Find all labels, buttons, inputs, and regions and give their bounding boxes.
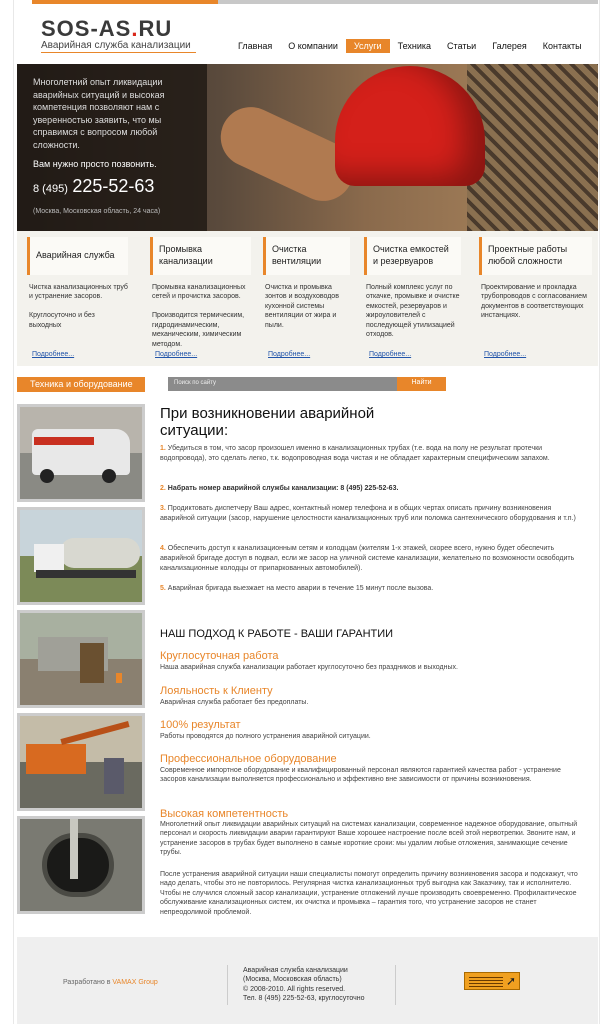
hero-phone [33,176,154,197]
step-number: 1. [160,445,166,452]
service-more-link[interactable]: Подробнее... [268,351,311,358]
service-more-link[interactable]: Подробнее... [155,351,198,358]
service-title[interactable]: Аварийная служба [27,237,128,275]
hero-phone-number: 225-52-63 [72,176,155,196]
footer-company: Аварийная служба канализации [243,967,348,974]
logo-dot: . [131,16,139,41]
manhole-shape [42,833,114,897]
logo-left: SOS-AS [41,16,132,41]
footer-phone: Тел. 8 (495) 225-52-63, круглосуточно [243,995,365,1003]
step-text: Набрать номер аварийной службы канализации: 8 (495) 225-52-63. [167,485,399,492]
hero-phone-code: 8 (495) [33,183,68,195]
arrow-icon: ➚ [505,974,516,988]
nav-about[interactable]: О компании [288,41,338,51]
developer-prefix: Разработано в [63,979,111,986]
service-projects [469,231,598,366]
guarantee-title: Профессиональное оборудование [160,753,337,765]
photo-truck-workers[interactable] [17,610,145,708]
equipment-section-label[interactable]: Техника и оборудование [17,377,145,392]
service-more-link[interactable]: Подробнее... [32,351,75,358]
step-text: Убедиться в том, что засор произошел именно в канализационных трубах (т.е. вода на полу не результат протечки водопровода), это сделать легко, т.к. водопроводная вода чистая и не обладает характерным специфическим запахом. [160,445,550,462]
badge-lines [469,977,503,987]
service-text: Полный комплекс услуг по откачке, промывке и очистке емкостей, резервуаров и жироуловителей с последующей утилизацией отходов. [366,284,460,339]
service-text: Промывка канализационных сетей и прочистка засоров. Производится термическим, гидродинамическим, механическим, химическим методом. [152,284,246,348]
service-text: Очистка и промывка зонтов и воздуховодов кухонной системы вентиляции от жира и пыли. [265,284,339,329]
step-1 [160,444,580,464]
nav-articles[interactable]: Статьи [447,41,477,51]
step-5 [160,584,580,594]
services-row [17,231,598,366]
guarantee-text: Наша аварийная служба канализации работает круглосуточно без праздников и выходных. [160,664,458,671]
guarantee-text: Аварийная служба работает без предоплаты. [160,699,309,706]
footer-divider [395,965,396,1005]
service-title[interactable]: Очистка емкостей и резервуаров [364,237,461,275]
closing-text: После устранения аварийной ситуации наши специалисты помогут определить причину возникновения засора и подскажут, что надо делать, чтобы это не повторилось. Регулярная чистка канализационных труб выгодна как Заказчику, так и исполнителю. Чтобы не случился сложный засор канализации, устранение отложений лучше производить своевременно. Профилактическое обслуживание канализационных систем, их очистка и промывка – гарантия того, что устранение засоров не станет непреодолимой проблемой. [160,871,578,916]
service-title[interactable]: Проектные работы любой сложности [479,237,592,275]
hero-hard-hat [335,66,485,186]
footer-copyright: © 2008-2010. All rights reserved. [243,985,346,993]
step-text: Обеспечить доступ к канализационным сетям и колодцам (жителям 1-х этажей, скорее всего, нужно будет обеспечить аварийной бригаде доступ в подвал, если же засор на уличной системе канализации, желательно по возможности освободить канализационные колодцы от припаркованных автомобилей). [160,545,575,572]
guarantee-title: 100% результат [160,719,241,731]
step-text: Продиктовать диспетчеру Ваш адрес, контактный номер телефона и в общих чертах описать причину возникновения аварийной ситуации (засор, нарушение целостности канализационных труб или поломка сантехнического оборудования и т.п.) [160,505,576,522]
top-grey-bar [218,0,598,4]
guarantee-text: Современное импортное оборудование и квалифицированный персонал являются гарантией качества работ - устранение засоров канализации выполняется профессионально и эффективно вне зависимости от причины возникновения. [160,767,561,784]
footer-info [243,966,365,1004]
step-text: Аварийная бригада выезжает на место аварии в течение 15 минут после вызова. [167,585,434,592]
photo-orange-truck[interactable] [17,713,145,811]
top-accent-bar [32,0,218,4]
search-button[interactable]: Найти [397,377,446,391]
logo-right: RU [138,16,173,41]
guarantee-title: Лояльность к Клиенту [160,685,273,697]
nav-gallery[interactable]: Галерея [492,41,527,51]
service-flushing [140,231,257,366]
service-title[interactable]: Промывка канализации [150,237,251,275]
guarantee-title: Круглосуточная работа [160,650,279,662]
logo-underline [41,52,196,53]
service-more-link[interactable]: Подробнее... [369,351,412,358]
right-edge [599,0,613,1024]
service-tanks [354,231,467,366]
counter-badge[interactable] [464,972,520,990]
footer-divider [227,965,228,1005]
logo[interactable] [41,16,172,42]
service-ventilation [253,231,356,366]
photo-manhole[interactable] [17,816,145,914]
service-title[interactable]: Очистка вентиляции [263,237,350,275]
step-3 [160,504,580,524]
hero-banner [17,64,598,231]
hero-text: Многолетний опыт ликвидации аварийных ситуаций и высокая компетенция позволяют нам с уверенностью заявить, что мы справимся с вопросом любой сложности. [33,77,165,150]
step-number: 5. [160,585,166,592]
step-number: 4. [160,545,166,552]
developer-credit [63,979,158,986]
photo-tanker[interactable] [17,507,145,605]
nav-services[interactable]: Услуги [346,39,390,53]
service-emergency [17,231,134,366]
nav-contacts[interactable]: Контакты [542,41,582,51]
hero-rebar-image [467,64,598,231]
service-more-link[interactable]: Подробнее... [484,351,527,358]
guarantee-text: Многолетний опыт ликвидации аварийных ситуаций на системах канализации, современное надежное оборудование, опытный персонал и скорость ликвидации аварии гарантируют Ваше хорошее настроение после всей этой нервотрепки. Звоните нам, и устранение засоров в трубах будет выполнено в самые короткие сроки: мы удалим любые отложения, занимающие сечение трубы. [160,821,578,857]
service-text: Чистка канализационных труб и устранение засоров. Круглосуточно и без выходных [29,284,128,329]
nav-equipment[interactable]: Техника [397,41,432,51]
guarantees-title: НАШ ПОДХОД К РАБОТЕ - ВАШИ ГАРАНТИИ [160,628,394,640]
hero-call: Вам нужно просто позвонить. [33,159,157,169]
photo-van[interactable] [17,404,145,502]
tank-shape [60,538,140,568]
main-nav [230,39,590,53]
footer [17,937,598,1024]
step-number: 2. [160,485,166,492]
step-number: 3. [160,505,166,512]
footer-region: (Москва, Московская область) [243,976,342,984]
guarantee-text: Работы проводятся до полного устранения аварийной ситуации. [160,733,371,740]
tagline: Аварийная служба канализации [41,40,191,51]
search-input[interactable]: Поиск по сайту [168,377,397,391]
page-title: При возникновении аварийной ситуации: [160,405,375,439]
service-text: Проектирование и прокладка трубопроводов с согласованием документов в соответствующих инстанциях. [481,284,587,320]
guarantee-title: Высокая компетентность [160,808,289,820]
left-edge [0,0,14,1024]
developer-link[interactable]: VAMAX Group [112,979,158,986]
nav-home[interactable]: Главная [238,41,273,51]
hero-location: (Москва, Московская область, 24 часа) [33,208,161,215]
step-4 [160,544,580,573]
step-2 [160,484,580,494]
